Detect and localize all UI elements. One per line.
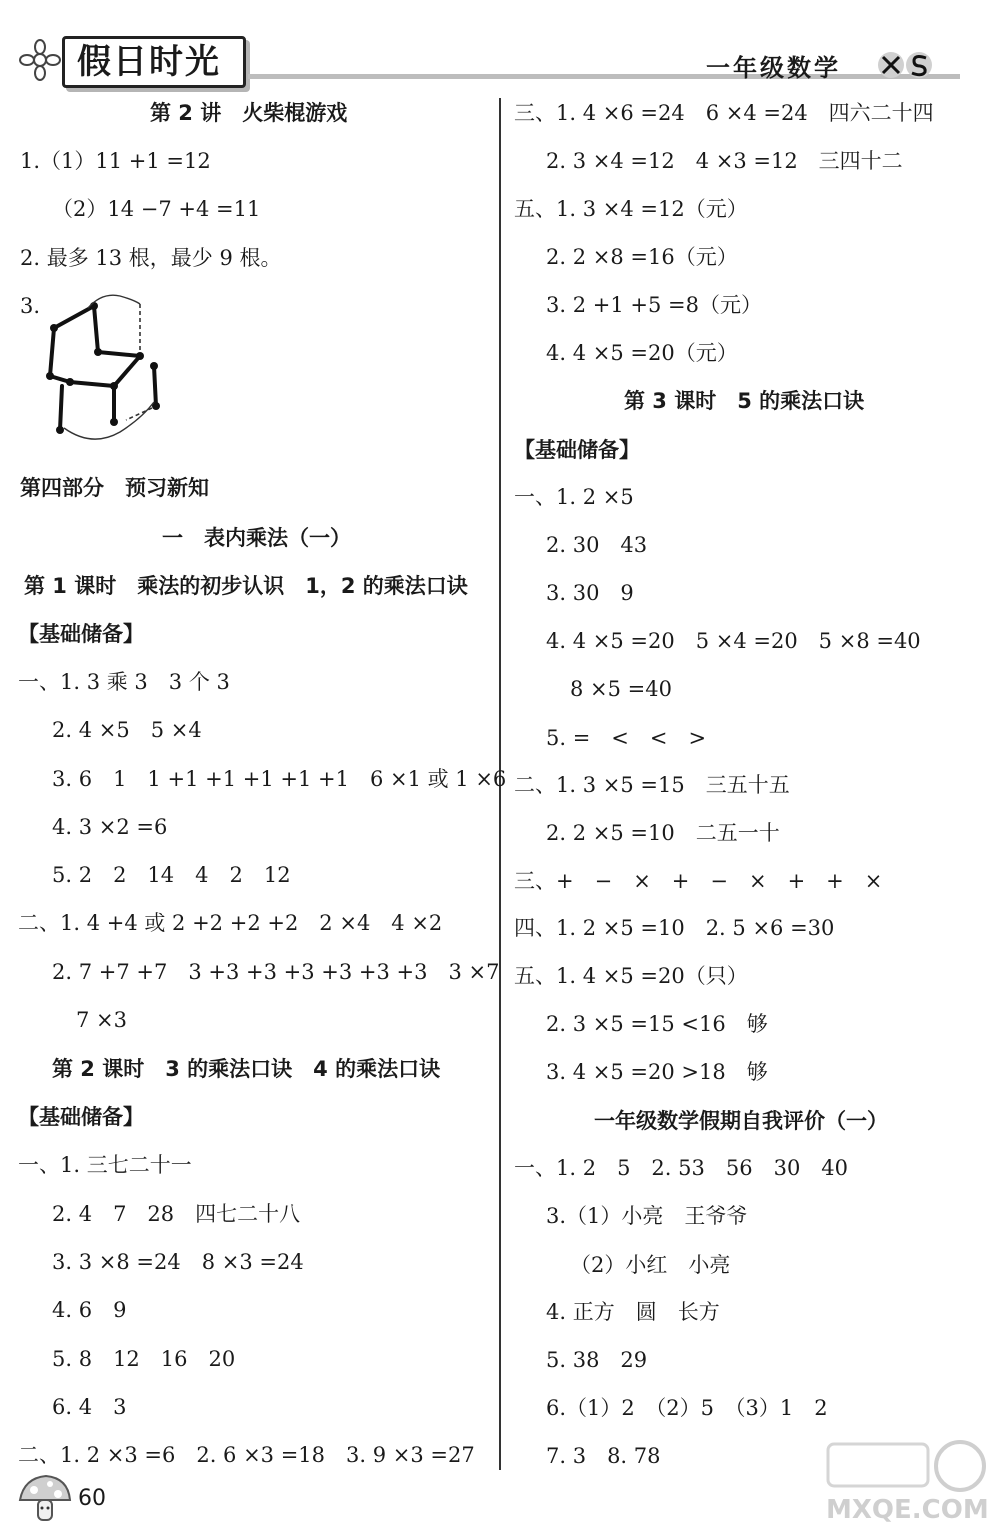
- right-line-13: 5. = < < >: [546, 726, 707, 750]
- left-line-17: 第 2 课时 3 的乘法口诀 4 的乘法口诀: [52, 1057, 441, 1081]
- watermark-text: MXQE.COM: [826, 1495, 989, 1525]
- right-line-11: 4. 4 ×5 =20 5 ×4 =20 5 ×8 =40: [546, 629, 921, 653]
- right-line-18: 五、1. 4 ×5 =20（只）: [514, 964, 748, 988]
- right-line-15: 2. 2 ×5 =10 二五一十: [546, 821, 780, 845]
- left-line-4: 3.: [20, 294, 41, 318]
- right-line-4: 3. 2 +1 +5 =8（元）: [546, 293, 762, 317]
- left-line-9: 一、1. 3 乘 3 3 个 3: [18, 670, 230, 694]
- right-line-10: 3. 30 9: [546, 581, 634, 605]
- left-line-12: 4. 3 ×2 =6: [52, 815, 168, 839]
- right-line-21: 一年级数学假期自我评价（一）: [594, 1109, 888, 1133]
- left-line-19: 一、1. 三七二十一: [18, 1153, 192, 1177]
- right-line-22: 一、1. 2 5 2. 53 56 30 40: [514, 1156, 849, 1180]
- right-line-27: 6.（1）2 （2）5 （3）1 2: [546, 1396, 828, 1420]
- right-line-9: 2. 30 43: [546, 533, 648, 557]
- right-line-1: 2. 3 ×4 =12 4 ×3 =12 三四十二: [546, 149, 903, 173]
- left-line-14: 二、1. 4 +4 或 2 +2 +2 +2 2 ×4 4 ×2: [18, 911, 443, 935]
- right-line-16: 三、+ − × + − × + + ×: [514, 869, 883, 893]
- page-number: 60: [78, 1486, 106, 1511]
- right-line-5: 4. 4 ×5 =20（元）: [546, 341, 738, 365]
- right-line-20: 3. 4 ×5 =20 >18 够: [546, 1060, 768, 1084]
- watermark-logo: [820, 1436, 990, 1526]
- header-rule: [248, 74, 960, 79]
- right-line-25: 4. 正方 圆 长方: [546, 1300, 720, 1324]
- left-line-13: 5. 2 2 14 4 2 12: [52, 863, 291, 887]
- left-line-0: 第 2 讲 火柴棍游戏: [150, 101, 348, 125]
- matchstick-figure: [42, 290, 172, 440]
- flower-icon: [18, 38, 62, 82]
- left-line-16: 7 ×3: [76, 1008, 127, 1032]
- right-line-17: 四、1. 2 ×5 =10 2. 5 ×6 =30: [514, 916, 835, 940]
- left-line-24: 6. 4 3: [52, 1395, 127, 1419]
- xs-logo-icon: [876, 50, 936, 80]
- right-line-24: （2）小红 小亮: [570, 1253, 731, 1277]
- left-line-7: 第 1 课时 乘法的初步认识 1，2 的乘法口诀: [24, 574, 468, 598]
- left-line-3: 2. 最多 13 根，最少 9 根。: [20, 246, 282, 270]
- right-line-23: 3.（1）小亮 王爷爷: [546, 1204, 748, 1228]
- logo-box: [62, 36, 246, 88]
- left-line-8: 【基础储备】: [18, 622, 144, 646]
- right-line-12: 8 ×5 =40: [570, 677, 672, 701]
- right-line-7: 【基础储备】: [514, 438, 640, 462]
- right-line-6: 第 3 课时 5 的乘法口诀: [624, 389, 865, 413]
- right-line-14: 二、1. 3 ×5 =15 三五十五: [514, 773, 790, 797]
- left-line-25: 二、1. 2 ×3 =6 2. 6 ×3 =18 3. 9 ×3 =27: [18, 1443, 475, 1467]
- left-line-22: 4. 6 9: [52, 1298, 127, 1322]
- logo-title: 假日时光: [77, 42, 221, 82]
- left-line-11: 3. 6 1 1 +1 +1 +1 +1 +1 6 ×1 或 1 ×6: [52, 767, 507, 791]
- right-line-0: 三、1. 4 ×6 =24 6 ×4 =24 四六二十四: [514, 101, 934, 125]
- left-line-10: 2. 4 ×5 5 ×4: [52, 718, 202, 742]
- subject-label: 一年级数学: [706, 54, 841, 82]
- left-line-15: 2. 7 +7 +7 3 +3 +3 +3 +3 +3 +3 3 ×7: [52, 960, 500, 984]
- left-line-5: 第四部分 预习新知: [20, 476, 209, 500]
- left-line-6: 一 表内乘法（一）: [162, 526, 351, 550]
- right-line-8: 一、1. 2 ×5: [514, 485, 634, 509]
- right-line-3: 2. 2 ×8 =16（元）: [546, 245, 738, 269]
- left-line-23: 5. 8 12 16 20: [52, 1347, 236, 1371]
- left-line-20: 2. 4 7 28 四七二十八: [52, 1202, 301, 1226]
- right-line-2: 五、1. 3 ×4 =12（元）: [514, 197, 748, 221]
- right-line-28: 7. 3 8. 78: [546, 1444, 661, 1468]
- left-line-18: 【基础储备】: [18, 1105, 144, 1129]
- left-line-2: （2）14 −7 +4 =11: [52, 197, 261, 221]
- mushroom-icon: [16, 1470, 74, 1528]
- right-line-26: 5. 38 29: [546, 1348, 648, 1372]
- left-line-21: 3. 3 ×8 =24 8 ×3 =24: [52, 1250, 304, 1274]
- right-line-19: 2. 3 ×5 =15 <16 够: [546, 1012, 768, 1036]
- left-line-1: 1.（1）11 +1 =12: [20, 149, 211, 173]
- page-header: [0, 0, 1000, 92]
